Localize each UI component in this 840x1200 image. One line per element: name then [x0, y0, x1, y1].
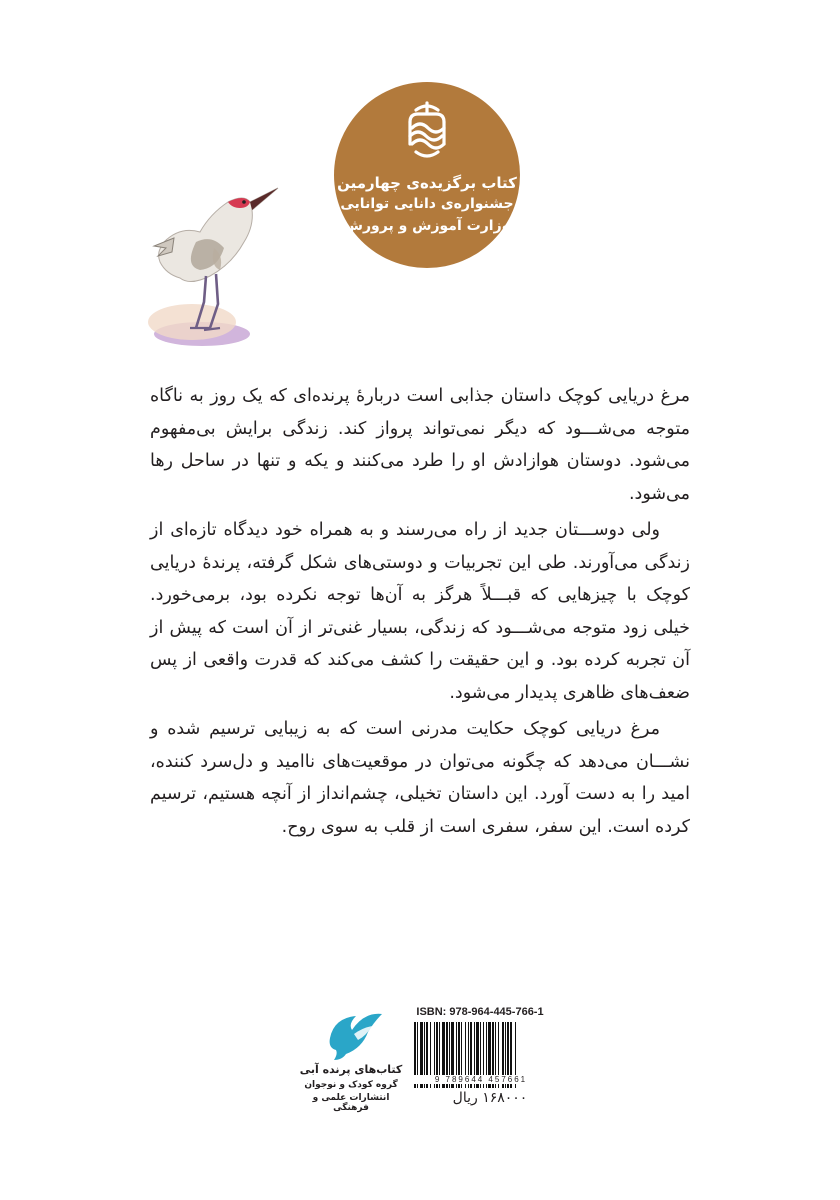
barcode-digits: 9 789644 457661 [410, 1075, 552, 1084]
description-paragraph-1: مرغ دریایی کوچک داستان جذابی است دربارهٔ پرنده‌ای که یک روز به ناگاه متوجه می‌شـــود که دیگر نمی‌تواند پرواز کند. زندگی برایش بی‌مفهوم می‌شود. دوستان هوازادش او را طرد می‌کنند و یکه و تنها در ساحل رها می‌شود. [150, 386, 690, 504]
blue-bird-logo-icon [324, 1008, 384, 1062]
festival-logo-icon [402, 100, 452, 160]
back-cover-description [150, 380, 690, 847]
seagull-illustration [140, 182, 300, 350]
publisher-imprint: انتشارات علمی و فرهنگی [312, 1093, 390, 1113]
award-line-2: جشنواره‌ی دانایی توانایی [340, 196, 514, 212]
description-paragraph-2: ولی دوســـتان جدید از راه می‌رسند و به همراه خود دیدگاه تازه‌ای از زندگی می‌آورند. طی این تجربیات و دوستی‌های شکل گرفته، پرندهٔ دریایی کوچک با چیزهایی که قبـــلاً هرگز به آن‌ها توجه نکرده بود، برمی‌خورد. خیلی زود متوجه می‌شـــود که زندگی، بسیار غنی‌تر از آن است که پیش از آن تجربه کرده بود. و این حقیقت را کشف می‌کند که قدرت واقعی از پس ضعف‌های ظاهری پدیدار می‌شود. [150, 520, 690, 703]
description-paragraph-3: مرغ دریایی کوچک حکایت مدرنی است که به زیبایی ترسیم شده و نشـــان می‌دهد که چگونه می‌توان در موقعیت‌های ناامید و دل‌سرد کننده، امید را به دست آورد. این داستان تخیلی، چشم‌انداز از آنچه هستیم، ترسیم کرده است. این سفر، سفری است از قلب به سوی روح. [150, 719, 690, 837]
price-label: ۱۶۸۰۰۰ ریال [452, 1090, 528, 1106]
publisher-logo [296, 1008, 406, 1113]
publisher-name: کتاب‌های پرنده آبی [299, 1063, 403, 1076]
award-line-3: وزارت آموزش و پرورش [343, 218, 511, 234]
publisher-subtitle: گروه کودک و نوجوان [304, 1080, 398, 1090]
award-seal [334, 82, 520, 268]
isbn-label: ISBN: 978-964-445-766-1 [416, 1006, 544, 1018]
award-line-1: کتاب برگزیده‌ی چهارمین [337, 174, 517, 192]
